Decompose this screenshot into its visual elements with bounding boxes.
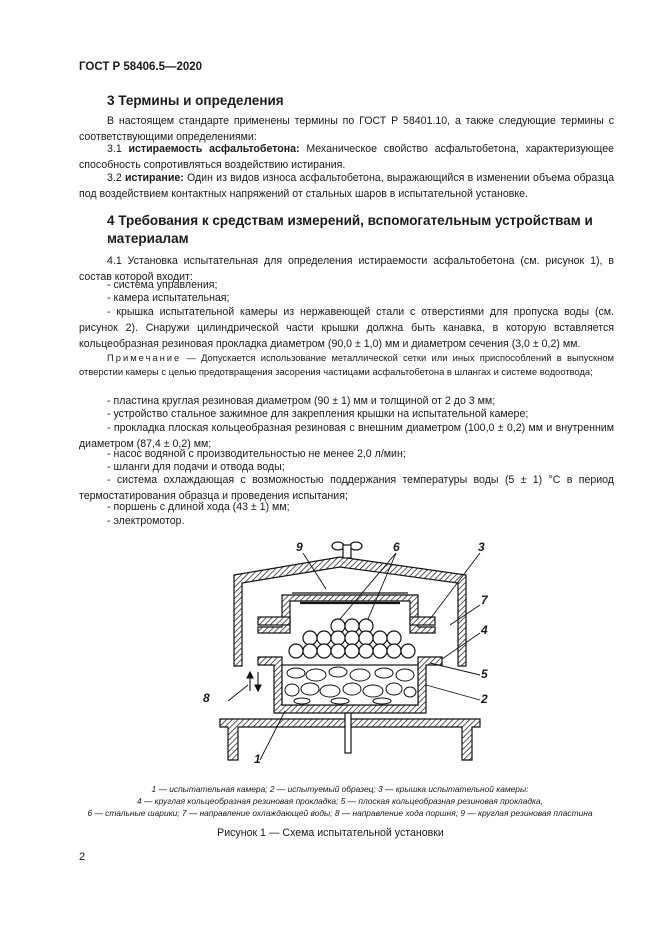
paragraph-4-1: 4.1 Установка испытательная для определения истираемости асфальтобетона (см. рисунок 1), в состав которой входит: — [79, 255, 614, 283]
list-item-plate: - пластина круглая резиновая диаметром (90 ± 1) мм и толщиной от 2 до 3 мм; — [107, 395, 496, 407]
term-3-2-definition: Один из видов износа асфальтобетона, выражающийся в изменении объема образца под воздействием контактных напряжений от стальных шаров в испытательной установке. — [79, 172, 615, 200]
list-item-hoses: - шланги для подачи и отвода воды; — [107, 461, 285, 473]
figure-legend-line: 1 — испытательная камера; 2 — испытуемый образец; 3 — крышка испытательной камеры: — [151, 784, 529, 794]
term-3-1-number: 3.1 — [107, 143, 129, 155]
lid-flange — [410, 617, 435, 625]
steel-balls — [289, 619, 415, 658]
term-3-2 — [79, 170, 614, 202]
figure-legend-line: 6 — стальные шарики; 7 — направление охлаждающей воды; 8 — направление хода поршня; 9 — круглая резиновая пластина — [87, 808, 593, 818]
figure-label-4: 4 — [481, 623, 488, 637]
figure-label-8: 8 — [203, 691, 210, 705]
list-item-piston: - поршень с длиной хода (43 ± 1) мм; — [107, 501, 290, 513]
figure-caption: Рисунок 1 — Схема испытательной установки — [217, 827, 444, 839]
list-item-pump: - насос водяной с производительностью не менее 2,0 л/мин; — [107, 448, 406, 460]
term-3-2-number: 3.2 — [107, 172, 125, 184]
note-text: — Допускается использование металлической сетки или иных приспособлений в выпускном отверстии камеры с целью предотвращения засорения частицами асфальтобетона в шлангах и системе водоотвода; — [79, 352, 614, 377]
section-3-title: 3 Термины и определения — [107, 93, 284, 108]
term-3-1-term: истираемость асфальтобетона: — [128, 143, 300, 155]
note — [79, 351, 614, 378]
list-item-lid: - крышка испытательной камеры из нержавеющей стали с отверстиями для пропуска воды (см. рисунок 2). Снаружи цилиндрической части крышки должна быть канавка, в которую вставляется кольцеобразная резиновая прокладка диаметром (90,0 ± 1,0) мм и диаметром сечения (3,0 ± 0,2) мм. — [79, 306, 614, 350]
lid-flange — [258, 617, 290, 625]
list-item-gasket: - прокладка плоская кольцеобразная резиновая с внешним диаметром (100,0 ± 0,2) мм и внутренним диаметром (87,4 ± 0,2) мм; — [79, 422, 614, 450]
term-3-1 — [79, 141, 614, 173]
figure-label-7: 7 — [481, 593, 488, 607]
list-item: - система управления; — [107, 279, 218, 291]
piston-rod — [345, 713, 351, 753]
term-3-2-term: истирание: — [124, 172, 184, 184]
test-apparatus-diagram — [190, 535, 500, 775]
wing-nut — [332, 542, 362, 558]
figure-legend-line: 4 — круглая кольцеобразная резиновая прокладка; 5 — плоская кольцеобразная резиновая прокладка, — [137, 796, 543, 806]
list-item-clamp: - устройство стальное зажимное для закрепления крышки на испытательной камере; — [107, 408, 529, 420]
standard-header: ГОСТ Р 58406.5—2020 — [79, 61, 203, 73]
list-item-cooling: - система охлаждающая с возможностью поддержания температуры воды (5 ± 1) °С в период термостатирования образца и проведения испытания; — [79, 474, 614, 502]
figure-label-6: 6 — [393, 540, 400, 554]
figure-label-9: 9 — [296, 540, 303, 554]
piston-direction-arrows — [247, 672, 261, 691]
section-4-title: 4 Требования к средствам измерений, вспомогательным устройствам и материалам — [107, 213, 593, 246]
figure-label-2: 2 — [481, 692, 488, 706]
section-3-intro: В настоящем стандарте применены термины по ГОСТ Р 58401.10, а также следующие термины с соответствующими определениями: — [79, 115, 614, 143]
figure-label-3: 3 — [478, 540, 485, 554]
figure-label-5: 5 — [481, 667, 488, 681]
figure-label-1: 1 — [254, 752, 261, 766]
list-item: - камера испытательная; — [107, 292, 230, 304]
list-item-motor: - электромотор. — [107, 515, 185, 527]
note-label: Примечание — [107, 352, 182, 363]
term-3-1-definition: Механическое свойство асфальтобетона, характеризующее способность сопротивляться воздействию истирания. — [79, 143, 614, 171]
page-number: 2 — [79, 851, 86, 863]
